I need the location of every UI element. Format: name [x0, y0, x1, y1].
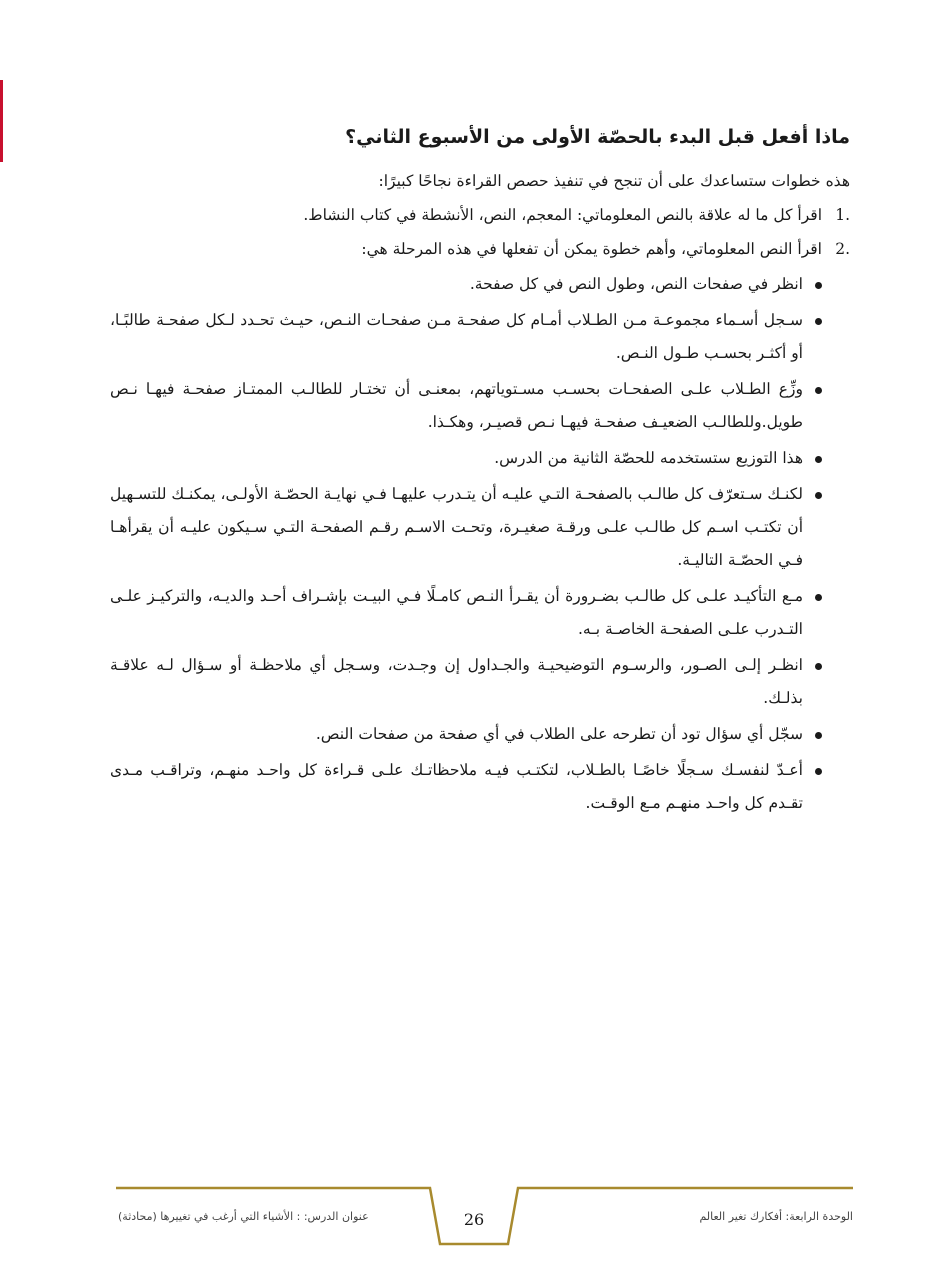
- bullet-text: مـع التأكيـد علـى كل طالـب بضـرورة أن يقـرأ النـص كامـلًا فـي البيـت بإشـراف أحـد والديـه، والتركيـز علـى التـدرب علـى الصفحـة الخاصـة بـه.: [110, 587, 803, 638]
- bullet-item: [110, 649, 850, 715]
- bullet-dot-icon: [815, 456, 822, 463]
- step-number: .2: [835, 240, 850, 258]
- bullet-dot-icon: [815, 387, 822, 394]
- step-item: [110, 232, 850, 266]
- bullet-dot-icon: [815, 663, 822, 670]
- bullet-dot-icon: [815, 768, 822, 775]
- bullet-text: سـجل أسـماء مجموعـة مـن الطـلاب أمـام كل صفحـة مـن صفحـات النـص، حيـث تحـدد لـكل صفحـة طالبًـا، أو أكثـر بحسـب طـول النـص.: [110, 311, 803, 362]
- bullet-text: سجّل أي سؤال تود أن تطرحه على الطلاب في أي صفحة من صفحات النص.: [315, 725, 803, 743]
- bullet-item: [110, 373, 850, 439]
- bullet-text: هذا التوزيع ستستخدمه للحصّة الثانية من الدرس.: [494, 449, 803, 467]
- intro-text: هذه خطوات ستساعدك على أن تنجح في تنفيذ حصص القراءة نجاحًا كبيرًا:: [378, 172, 850, 190]
- page-number: 26: [463, 1210, 485, 1229]
- bullet-text: انظر في صفحات النص، وطول النص في كل صفحة.: [469, 275, 803, 293]
- bullet-list: [110, 268, 850, 820]
- page-footer: [0, 1180, 945, 1260]
- step-item: [110, 198, 850, 232]
- bullet-dot-icon: [815, 318, 822, 325]
- bullet-item: [110, 580, 850, 646]
- bullet-item: [110, 754, 850, 820]
- step-text: اقرأ كل ما له علاقة بالنص المعلوماتي: المعجم، النص، الأنشطة في كتاب النشاط.: [303, 206, 822, 224]
- page-heading: ماذا أفعل قبل البدء بالحصّة الأولى من الأسبوع الثاني؟: [345, 126, 850, 148]
- margin-red-marker: [0, 80, 3, 162]
- bullet-item: [110, 268, 850, 301]
- bullet-dot-icon: [815, 732, 822, 739]
- bullet-text: انظـر إلـى الصـور، والرسـوم التوضيحيـة والجـداول إن وجـدت، وسـجل أي ملاحظـة أو سـؤال لـه علاقـة بذلـك.: [110, 656, 803, 707]
- bullet-text: أعـدّ لنفسـك سـجلًا خاصًـا بالطـلاب، لتكتـب فيـه ملاحظاتـك علـى قـراءة كل واحـد منهـم، وتراقـب مـدى تقـدم كل واحـد منهـم مـع الوقـت.: [110, 761, 803, 812]
- bullet-dot-icon: [815, 282, 822, 289]
- bullet-item: [110, 304, 850, 370]
- bullet-item: [110, 718, 850, 751]
- bullet-item: [110, 442, 850, 475]
- steps-list: [110, 198, 850, 266]
- bullet-text: وزِّع الطـلاب علـى الصفحـات بحسـب مسـتوياتهم، بمعنـى أن تختـار للطالـب الممتـاز صفحـة فيهـا نـص طويل.وللطالـب الضعيـف صفحـة فيهـا نـص قصيـر، وهكـذا.: [110, 380, 803, 431]
- step-number: .1: [835, 206, 850, 224]
- footer-lesson-title: عنوان الدرس: : الأشياء التي أرغب في تغييرها (محادثة): [118, 1210, 369, 1223]
- bullet-item: [110, 478, 850, 577]
- bullet-dot-icon: [815, 492, 822, 499]
- main-content: [110, 120, 850, 823]
- step-text: اقرأ النص المعلوماتي، وأهم خطوة يمكن أن تفعلها في هذه المرحلة هي:: [361, 240, 822, 258]
- bullet-text: لكنـك سـتعرّف كل طالـب بالصفحـة التـي عليـه أن يتـدرب عليهـا فـي نهايـة الحصّـة الأولـى، يمكنـك للتسـهيل أن تكتـب اسـم كل طالـب علـى ورقـة صغيـرة، وتحـت الاسـم رقـم الصفحـة التـي سـيكون عليـه أن يقرأهـا فـي الحصّـة التاليـة.: [110, 485, 803, 569]
- footer-unit-title: الوحدة الرابعة: أفكارك تغير العالم: [699, 1210, 853, 1223]
- bullet-dot-icon: [815, 594, 822, 601]
